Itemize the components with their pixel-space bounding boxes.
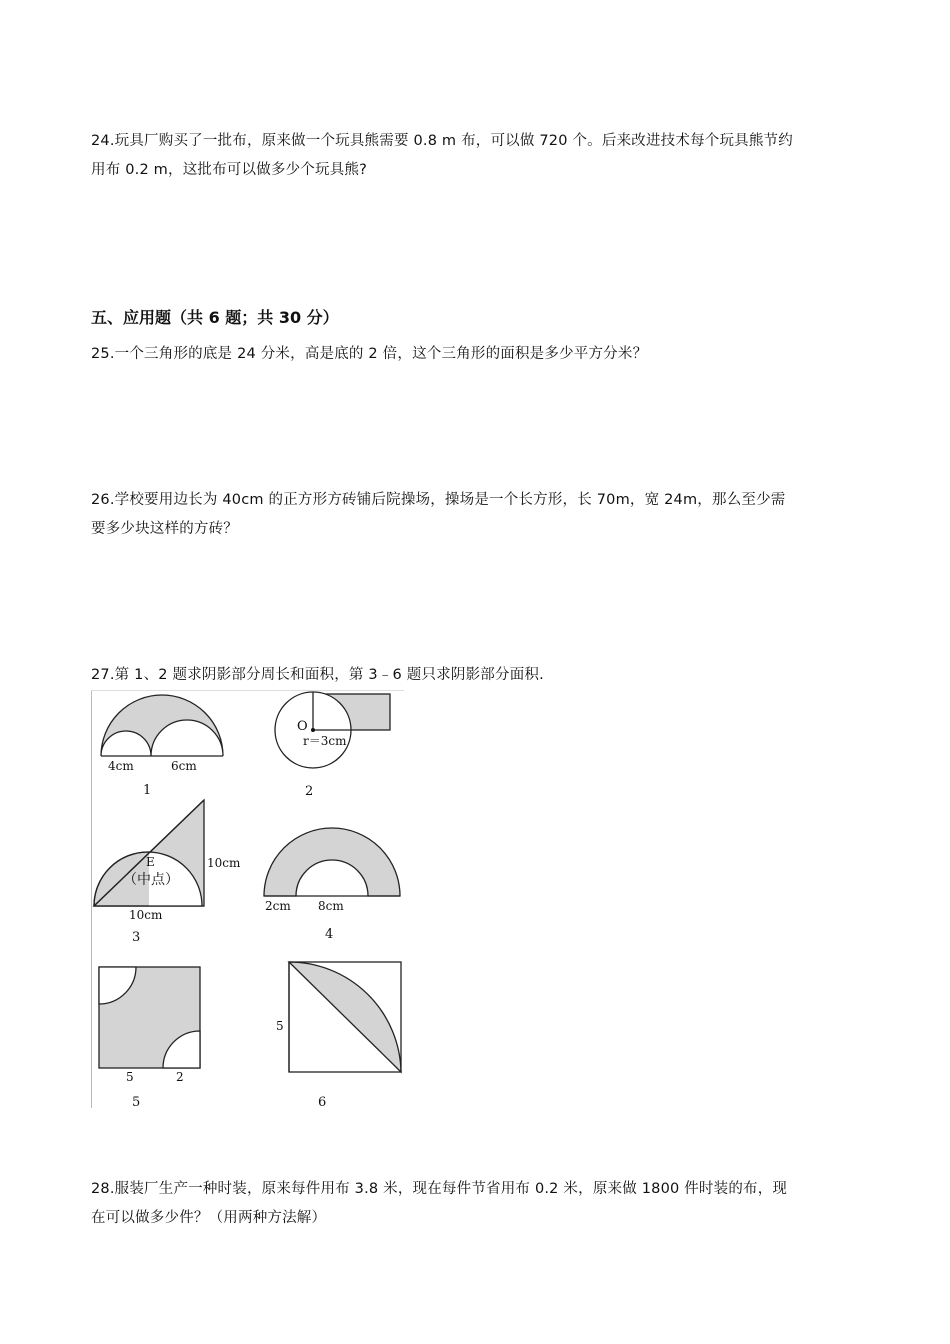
figure-3-label-e: E	[146, 855, 155, 869]
question-28-line-2: 在可以做多少件？（用两种方法解）	[91, 1210, 327, 1226]
figure-5	[99, 967, 200, 1108]
question-24-line-2: 用布 0.2 m，这批布可以做多少个玩具熊?	[91, 162, 367, 178]
figure-6-shaded-segment	[289, 962, 401, 1072]
figure-3-label-side: 10cm	[207, 856, 241, 870]
figure-1-label-6cm: 6cm	[171, 759, 197, 773]
figure-5-label-2: 2	[176, 1070, 184, 1084]
figure-4	[264, 828, 400, 942]
figure-2-number: 2	[305, 784, 314, 799]
question-28	[91, 1175, 861, 1233]
question-27	[91, 661, 861, 690]
figure-4-number: 4	[325, 927, 334, 942]
question-26-line-2: 要多少块这样的方砖？	[91, 521, 238, 537]
figure-6	[276, 962, 401, 1108]
figure-2-label-o: O	[297, 719, 308, 734]
question-26-line-1: 26.学校要用边长为 40cm 的正方形方砖铺后院操场，操场是一个长方形，长 70m，宽 24m，那么至少需	[91, 492, 786, 508]
question-25	[91, 340, 861, 369]
figure-6-number: 6	[318, 1095, 327, 1108]
figure-3-label-midpoint: （中点）	[123, 872, 179, 888]
figure-3	[94, 800, 241, 945]
figure-3-number: 3	[132, 930, 141, 945]
figure-1-label-4cm: 4cm	[108, 759, 134, 773]
figure-2-center-dot	[311, 728, 315, 732]
figure-6-label-5: 5	[276, 1019, 284, 1033]
figure-1	[101, 695, 223, 798]
shaded-figures-diagram	[91, 690, 404, 1108]
figure-3-label-base: 10cm	[129, 908, 163, 922]
figure-5-number: 5	[132, 1095, 141, 1108]
question-25-line-1: 25.一个三角形的底是 24 分米，高是底的 2 倍，这个三角形的面积是多少平方分米？	[91, 346, 648, 362]
section-heading-5: 五、应用题（共 6 题；共 30 分）	[91, 308, 339, 327]
figure-2-label-r: r＝3cm	[303, 734, 347, 748]
figure-4-label-2cm: 2cm	[265, 899, 291, 913]
question-27-line-1: 27.第 1、2 题求阴影部分周长和面积，第 3﹣6 题只求阴影部分面积.	[91, 667, 544, 683]
figure-1-number: 1	[143, 783, 152, 798]
question-28-line-1: 28.服装厂生产一种时装，原来每件用布 3.8 米，现在每件节省用布 0.2 米，原来做 1800 件时装的布，现	[91, 1181, 788, 1197]
figure-4-shaded-ring	[264, 828, 400, 896]
figure-4-label-8cm: 8cm	[318, 899, 344, 913]
figure-5-label-5: 5	[126, 1070, 134, 1084]
question-24	[91, 127, 861, 185]
question-24-line-1: 24.玩具厂购买了一批布，原来做一个玩具熊需要 0.8 m 布，可以做 720 个。后来改进技术每个玩具熊节约	[91, 133, 793, 149]
question-26	[91, 486, 861, 544]
figure-1-shaded-region	[101, 695, 223, 756]
figure-2	[275, 692, 390, 799]
